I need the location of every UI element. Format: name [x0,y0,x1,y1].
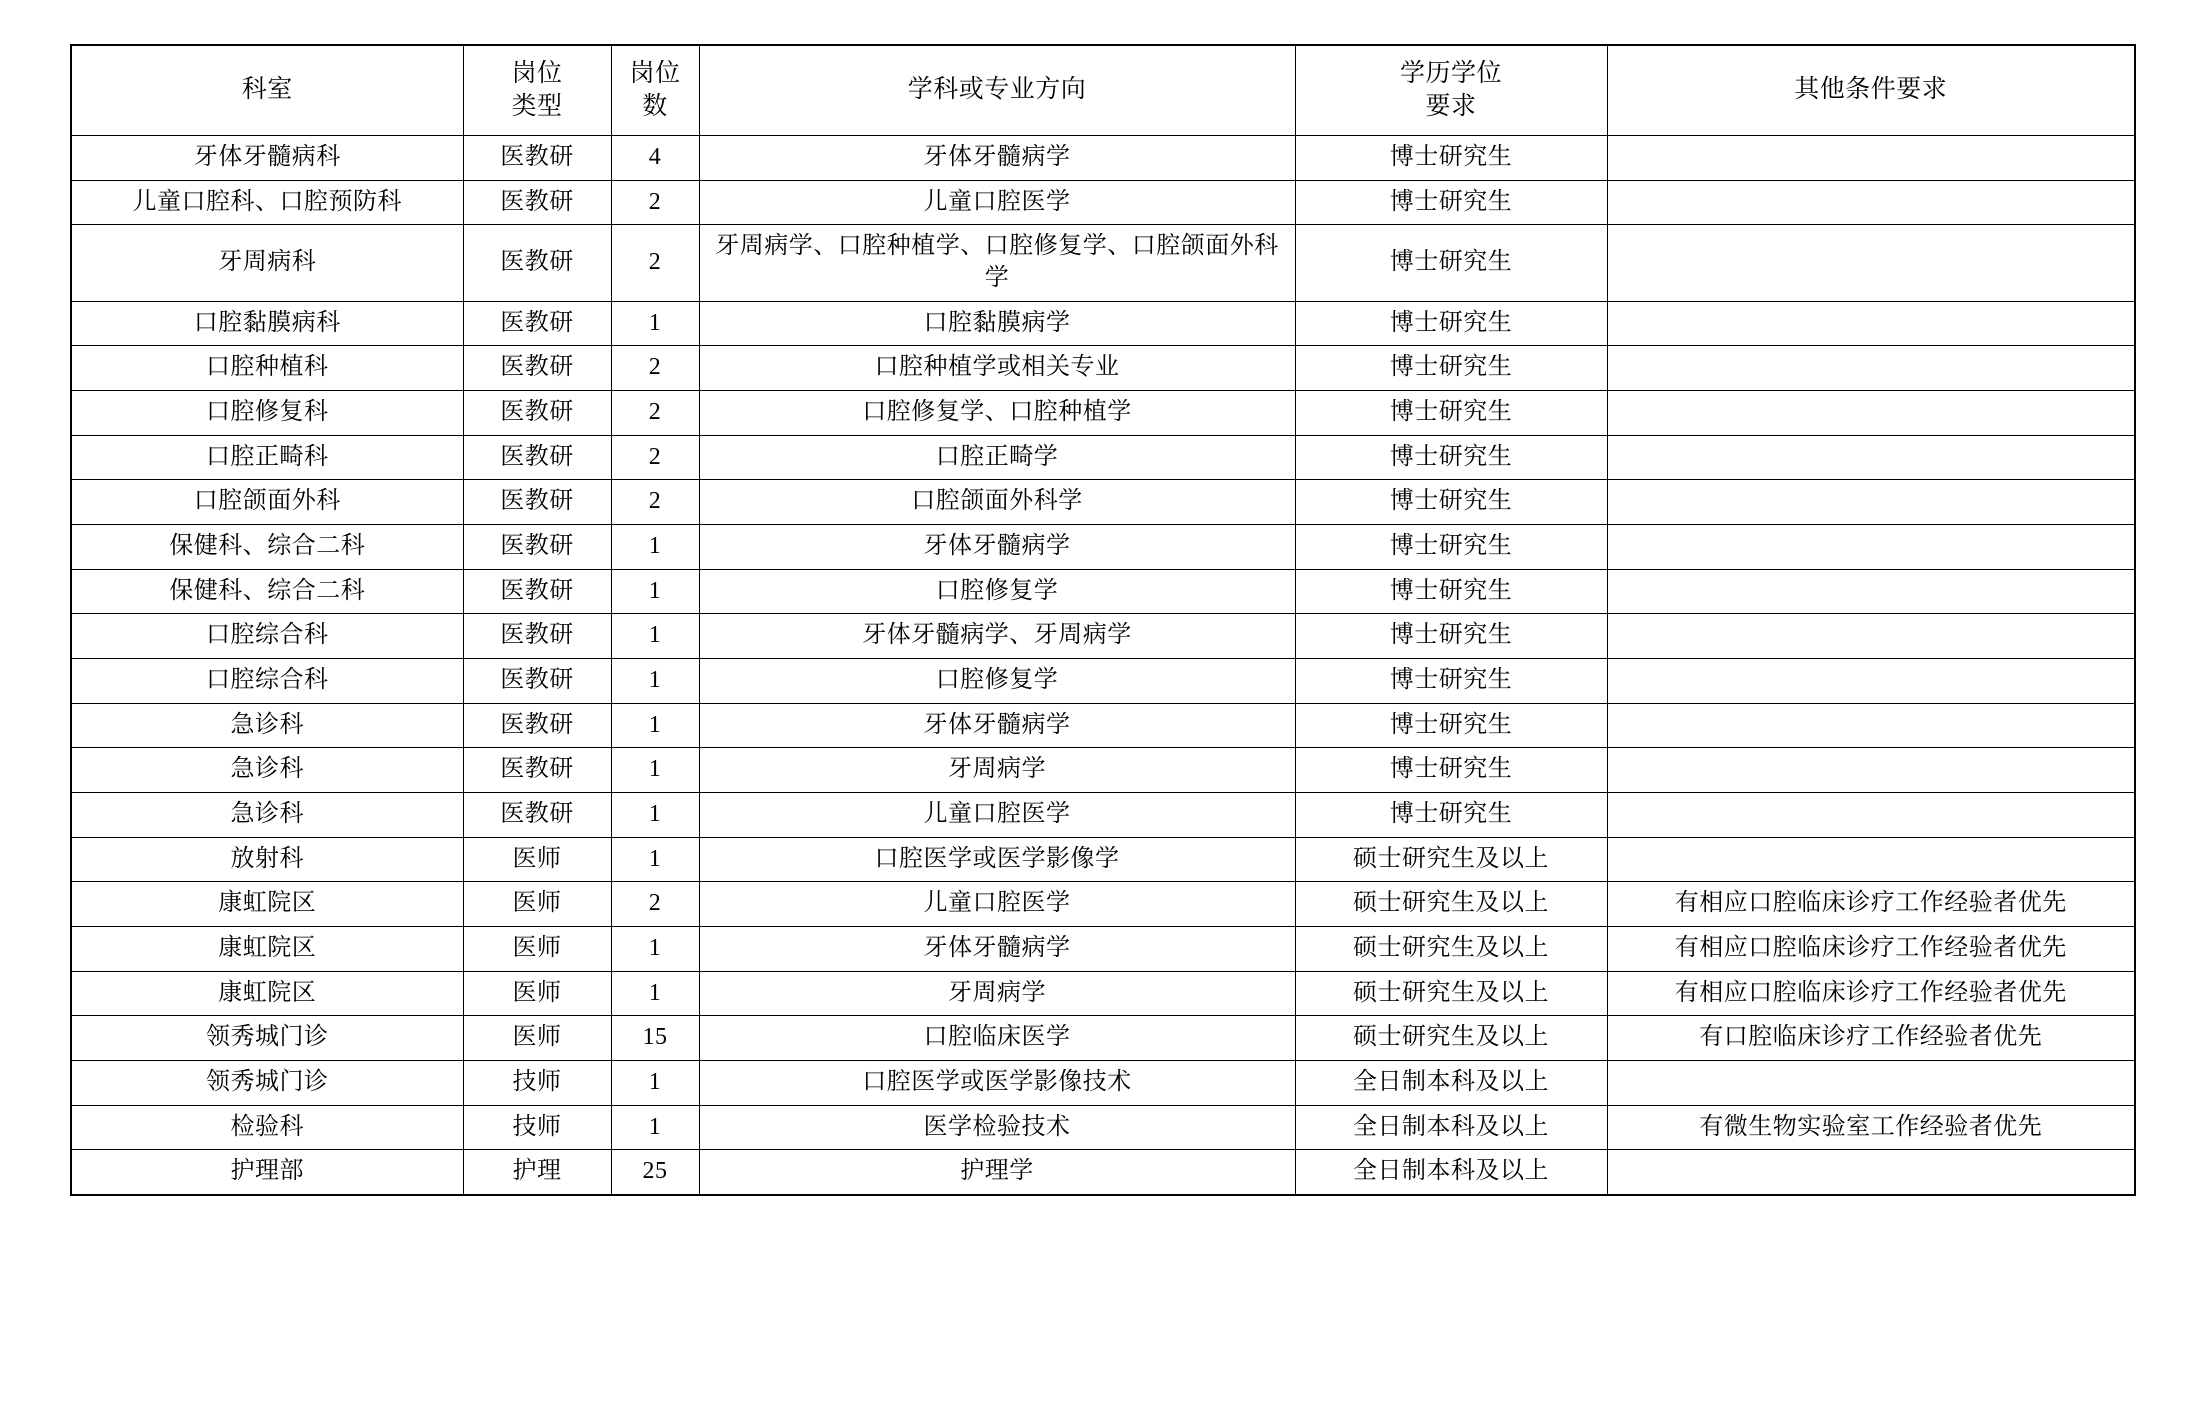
cell-post-type: 医教研 [463,614,611,659]
cell-degree: 博士研究生 [1295,346,1607,391]
table-row [71,1150,2135,1195]
cell-other-requirements [1607,435,2135,480]
cell-post-type: 医教研 [463,136,611,181]
cell-post-type: 医师 [463,837,611,882]
degree-line2: 要求 [1425,92,1477,120]
cell-department: 口腔黏膜病科 [71,301,463,346]
table-row [71,703,2135,748]
cell-post-type: 医教研 [463,480,611,525]
cell-department: 急诊科 [71,703,463,748]
cell-other-requirements: 有相应口腔临床诊疗工作经验者优先 [1607,971,2135,1016]
post-type-line2: 类型 [511,92,563,120]
cell-major: 口腔正畸学 [699,435,1295,480]
cell-post-count: 1 [611,927,699,972]
recruitment-table [70,44,2136,1196]
cell-post-type: 医教研 [463,180,611,225]
cell-post-type: 医教研 [463,659,611,704]
cell-department: 检验科 [71,1105,463,1150]
table-row [71,1016,2135,1061]
cell-degree: 博士研究生 [1295,435,1607,480]
cell-degree: 博士研究生 [1295,180,1607,225]
cell-department: 口腔种植科 [71,346,463,391]
column-header-post-count [611,45,699,136]
cell-major: 牙体牙髓病学、牙周病学 [699,614,1295,659]
cell-department: 口腔修复科 [71,391,463,436]
cell-major: 牙体牙髓病学 [699,927,1295,972]
cell-other-requirements [1607,136,2135,181]
table-row [71,301,2135,346]
cell-degree: 博士研究生 [1295,136,1607,181]
cell-other-requirements [1607,346,2135,391]
cell-degree: 硕士研究生及以上 [1295,882,1607,927]
cell-department: 牙周病科 [71,225,463,301]
cell-post-count: 2 [611,882,699,927]
cell-other-requirements [1607,301,2135,346]
cell-degree: 博士研究生 [1295,614,1607,659]
cell-post-count: 1 [611,1061,699,1106]
table-row [71,971,2135,1016]
cell-post-count: 2 [611,435,699,480]
cell-post-count: 2 [611,346,699,391]
cell-post-type: 医教研 [463,301,611,346]
cell-other-requirements [1607,391,2135,436]
cell-department: 康虹院区 [71,927,463,972]
cell-major: 口腔种植学或相关专业 [699,346,1295,391]
cell-post-count: 1 [611,837,699,882]
table-row [71,927,2135,972]
cell-post-type: 医教研 [463,748,611,793]
cell-post-count: 1 [611,659,699,704]
cell-post-count: 2 [611,180,699,225]
cell-other-requirements: 有相应口腔临床诊疗工作经验者优先 [1607,882,2135,927]
cell-other-requirements [1607,703,2135,748]
cell-department: 保健科、综合二科 [71,525,463,570]
cell-degree: 博士研究生 [1295,480,1607,525]
cell-other-requirements [1607,525,2135,570]
cell-degree: 硕士研究生及以上 [1295,927,1607,972]
cell-major: 牙体牙髓病学 [699,703,1295,748]
cell-major: 牙周病学、口腔种植学、口腔修复学、口腔颌面外科学 [699,225,1295,301]
cell-major: 儿童口腔医学 [699,180,1295,225]
cell-post-count: 2 [611,225,699,301]
cell-post-type: 技师 [463,1105,611,1150]
cell-other-requirements [1607,1061,2135,1106]
cell-post-count: 1 [611,971,699,1016]
column-header-major: 学科或专业方向 [699,45,1295,136]
column-header-department: 科室 [71,45,463,136]
cell-other-requirements [1607,614,2135,659]
column-header-other-requirements: 其他条件要求 [1607,45,2135,136]
cell-major: 口腔颌面外科学 [699,480,1295,525]
cell-degree: 博士研究生 [1295,569,1607,614]
cell-post-type: 医教研 [463,346,611,391]
cell-major: 口腔修复学 [699,569,1295,614]
cell-degree: 硕士研究生及以上 [1295,837,1607,882]
cell-post-type: 技师 [463,1061,611,1106]
cell-degree: 博士研究生 [1295,301,1607,346]
table-row [71,346,2135,391]
cell-post-count: 1 [611,569,699,614]
cell-major: 口腔医学或医学影像技术 [699,1061,1295,1106]
cell-major: 儿童口腔医学 [699,793,1295,838]
cell-department: 急诊科 [71,793,463,838]
cell-other-requirements [1607,225,2135,301]
cell-major: 口腔临床医学 [699,1016,1295,1061]
cell-other-requirements [1607,1150,2135,1195]
table-row [71,882,2135,927]
cell-post-count: 25 [611,1150,699,1195]
table-row [71,1105,2135,1150]
table-row [71,1061,2135,1106]
table-row [71,480,2135,525]
cell-major: 口腔黏膜病学 [699,301,1295,346]
cell-degree: 全日制本科及以上 [1295,1105,1607,1150]
cell-department: 领秀城门诊 [71,1061,463,1106]
cell-post-count: 1 [611,525,699,570]
cell-post-type: 医教研 [463,525,611,570]
cell-department: 口腔正畸科 [71,435,463,480]
cell-post-count: 1 [611,301,699,346]
cell-degree: 硕士研究生及以上 [1295,971,1607,1016]
cell-department: 口腔综合科 [71,659,463,704]
cell-post-type: 医教研 [463,703,611,748]
cell-major: 牙周病学 [699,971,1295,1016]
cell-other-requirements [1607,180,2135,225]
cell-degree: 博士研究生 [1295,225,1607,301]
cell-post-count: 1 [611,703,699,748]
cell-post-type: 医师 [463,927,611,972]
cell-major: 牙体牙髓病学 [699,136,1295,181]
cell-major: 护理学 [699,1150,1295,1195]
table-row [71,136,2135,181]
cell-post-type: 医教研 [463,391,611,436]
cell-post-type: 医教研 [463,793,611,838]
cell-post-type: 医教研 [463,435,611,480]
table-row [71,525,2135,570]
cell-major: 口腔修复学、口腔种植学 [699,391,1295,436]
table-row [71,748,2135,793]
cell-post-type: 医师 [463,971,611,1016]
cell-degree: 全日制本科及以上 [1295,1061,1607,1106]
cell-department: 口腔综合科 [71,614,463,659]
table-row [71,391,2135,436]
cell-major: 牙周病学 [699,748,1295,793]
cell-post-count: 4 [611,136,699,181]
cell-other-requirements [1607,837,2135,882]
cell-degree: 博士研究生 [1295,748,1607,793]
cell-other-requirements: 有微生物实验室工作经验者优先 [1607,1105,2135,1150]
cell-department: 放射科 [71,837,463,882]
cell-major: 医学检验技术 [699,1105,1295,1150]
cell-major: 口腔修复学 [699,659,1295,704]
table-row [71,793,2135,838]
cell-other-requirements [1607,793,2135,838]
cell-post-count: 2 [611,391,699,436]
cell-other-requirements [1607,748,2135,793]
cell-department: 康虹院区 [71,882,463,927]
cell-department: 口腔颌面外科 [71,480,463,525]
cell-degree: 博士研究生 [1295,525,1607,570]
cell-other-requirements [1607,569,2135,614]
post-count-line2: 数 [642,92,668,120]
cell-degree: 博士研究生 [1295,703,1607,748]
cell-post-count: 1 [611,793,699,838]
cell-other-requirements [1607,659,2135,704]
cell-major: 儿童口腔医学 [699,882,1295,927]
cell-degree: 博士研究生 [1295,391,1607,436]
cell-post-type: 医教研 [463,225,611,301]
table-row [71,837,2135,882]
cell-major: 牙体牙髓病学 [699,525,1295,570]
cell-post-type: 医师 [463,1016,611,1061]
table-row [71,435,2135,480]
cell-department: 急诊科 [71,748,463,793]
cell-major: 口腔医学或医学影像学 [699,837,1295,882]
table-row [71,180,2135,225]
table-row [71,659,2135,704]
table-body [71,136,2135,1196]
cell-degree: 博士研究生 [1295,793,1607,838]
post-type-line1: 岗位 [511,60,563,87]
cell-degree: 全日制本科及以上 [1295,1150,1607,1195]
post-count-line1: 岗位 [629,60,681,87]
cell-other-requirements: 有相应口腔临床诊疗工作经验者优先 [1607,927,2135,972]
cell-post-count: 1 [611,1105,699,1150]
cell-degree: 博士研究生 [1295,659,1607,704]
cell-department: 康虹院区 [71,971,463,1016]
degree-line1: 学历学位 [1399,60,1502,87]
cell-department: 保健科、综合二科 [71,569,463,614]
cell-degree: 硕士研究生及以上 [1295,1016,1607,1061]
cell-post-type: 护理 [463,1150,611,1195]
table-header-row [71,45,2135,136]
cell-department: 护理部 [71,1150,463,1195]
cell-post-count: 2 [611,480,699,525]
cell-post-type: 医师 [463,882,611,927]
table-row [71,614,2135,659]
cell-post-type: 医教研 [463,569,611,614]
cell-post-count: 1 [611,748,699,793]
table-row [71,569,2135,614]
cell-other-requirements [1607,480,2135,525]
table-row [71,225,2135,301]
cell-other-requirements: 有口腔临床诊疗工作经验者优先 [1607,1016,2135,1061]
cell-post-count: 1 [611,614,699,659]
cell-department: 儿童口腔科、口腔预防科 [71,180,463,225]
cell-department: 牙体牙髓病科 [71,136,463,181]
column-header-degree [1295,45,1607,136]
cell-post-count: 15 [611,1016,699,1061]
column-header-post-type [463,45,611,136]
cell-department: 领秀城门诊 [71,1016,463,1061]
